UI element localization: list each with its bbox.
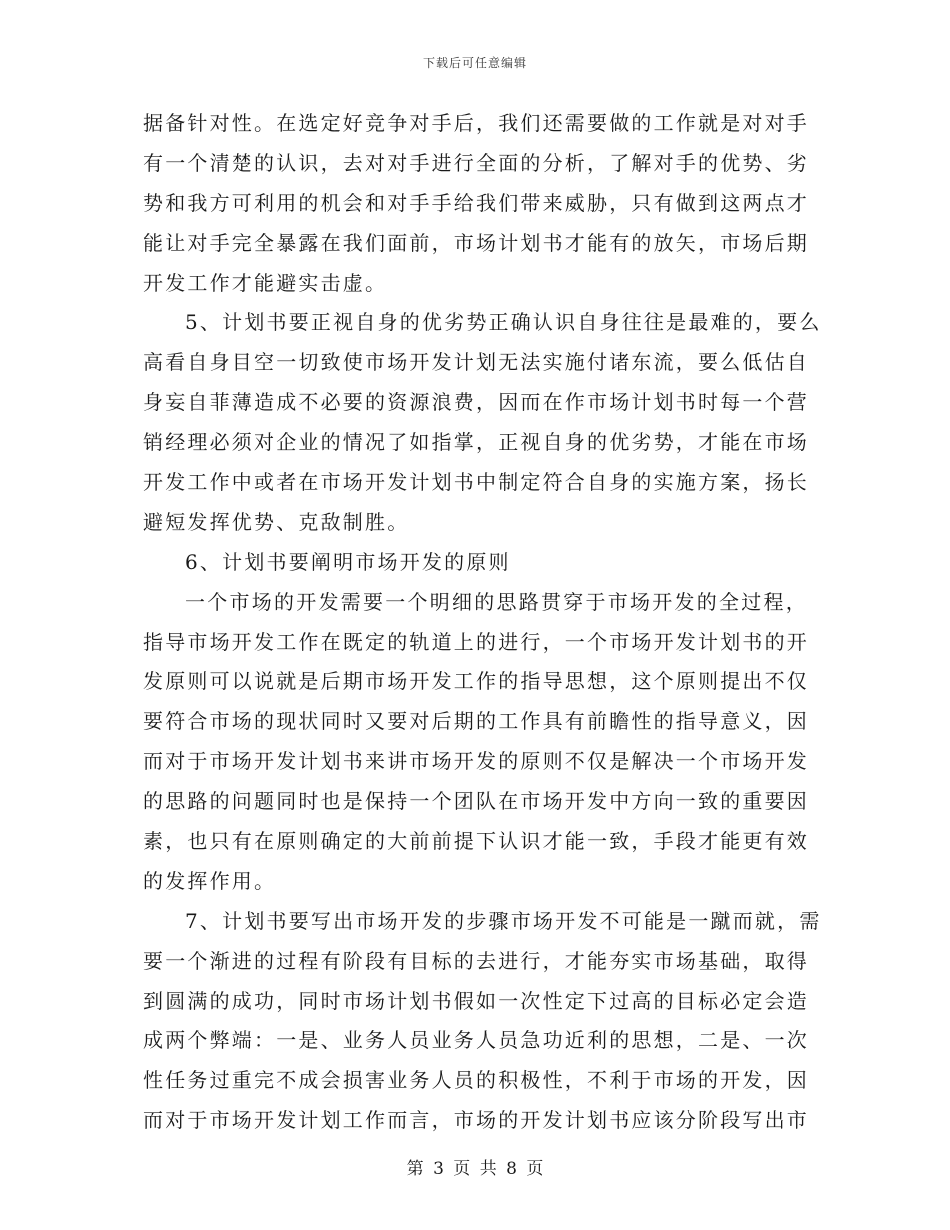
text-line: 避短发挥优势、克敌制胜。 <box>143 509 410 534</box>
text-line: 而对于市场开发计划书来讲市场开发的原则不仅是解决一个市场开发 <box>143 749 809 774</box>
text-line: 身妄自菲薄造成不必要的资源浪费，因而在作市场计划书时每一个营 <box>143 390 809 415</box>
text-line: 销经理必须对企业的情况了如指掌，正视自身的优劣势，才能在市场 <box>143 430 809 455</box>
document-body <box>143 104 822 1141</box>
text-line: 有一个清楚的认识，去对对手进行全面的分析，了解对手的优势、劣 <box>143 150 809 175</box>
text-line: 能让对手完全暴露在我们面前，市场计划书才能有的放矢，市场后期 <box>143 230 809 255</box>
text-line: 5、计划书要正视自身的优劣势正确认识自身往往是最难的，要么 <box>185 310 822 335</box>
text-line: 势和我方可利用的机会和对手手给我们带来威胁，只有做到这两点才 <box>143 190 809 215</box>
text-line: 素，也只有在原则确定的大前前提下认识才能一致，手段才能更有效 <box>143 829 809 854</box>
page-number-footer: 第 3 页 共 8 页 <box>406 1159 544 1179</box>
text-line: 发原则可以说就是后期市场开发工作的指导思想，这个原则提出不仅 <box>143 669 809 694</box>
text-line: 指导市场开发工作在既定的轨道上的进行，一个市场开发计划书的开 <box>143 629 809 654</box>
text-line: 一个市场的开发需要一个明细的思路贯穿于市场开发的全过程， <box>185 589 808 614</box>
text-line: 7、计划书要写出市场开发的步骤市场开发不可能是一蹴而就，需 <box>185 908 822 933</box>
text-line: 的发挥作用。 <box>143 868 277 893</box>
text-line: 性任务过重完不成会损害业务人员的积极性，不利于市场的开发，因 <box>143 1068 809 1093</box>
text-line: 开发工作才能避实击虚。 <box>143 270 388 295</box>
text-line: 开发工作中或者在市场开发计划书中制定符合自身的实施方案，扬长 <box>143 470 809 495</box>
section-heading: 6、计划书要阐明市场开发的原则 <box>185 549 511 574</box>
text-line: 据备针对性。在选定好竞争对手后，我们还需要做的工作就是对对手 <box>143 111 809 135</box>
text-line: 成两个弊端：一是、业务人员业务人员急功近利的思想，二是、一次 <box>143 1028 809 1053</box>
text-line: 到圆满的成功，同时市场计划书假如一次性定下过高的目标必定会造 <box>143 988 809 1013</box>
text-line: 的思路的问题同时也是保持一个团队在市场开发中方向一致的重要因 <box>143 789 809 814</box>
text-line: 要一个渐进的过程有阶段有目标的去进行，才能夯实市场基础，取得 <box>143 948 809 973</box>
page-header: 下载后可任意编辑 <box>422 56 527 70</box>
text-line: 要符合市场的现状同时又要对后期的工作具有前瞻性的指导意义，因 <box>143 709 809 734</box>
text-line: 高看自身目空一切致使市场开发计划无法实施付诸东流，要么低估自 <box>143 350 809 375</box>
text-line: 而对于市场开发计划工作而言，市场的开发计划书应该分阶段写出市 <box>143 1108 809 1133</box>
